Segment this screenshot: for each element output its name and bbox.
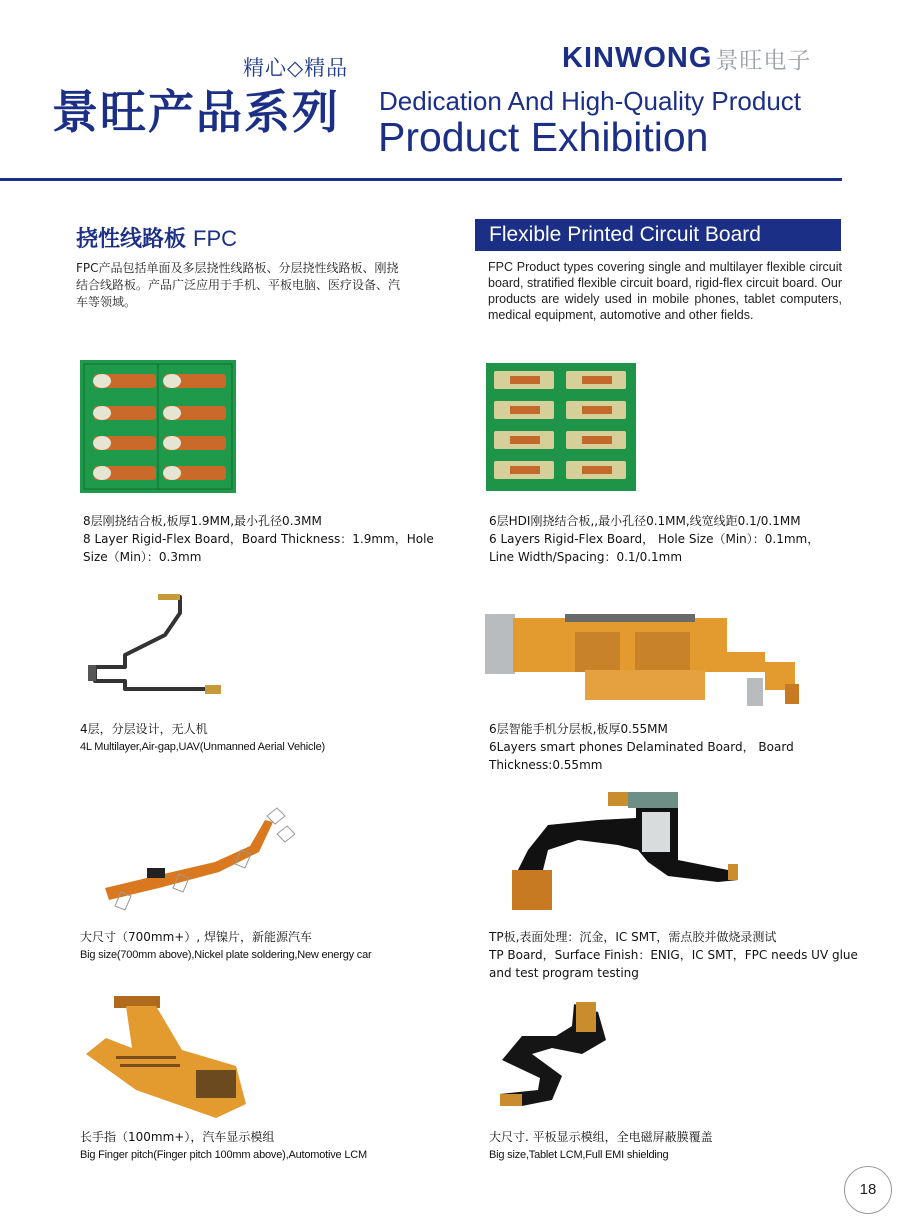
caption-en: 6 Layers Rigid-Flex Board， Hole Size（Min）：0.1mm，	[489, 532, 820, 546]
product-caption-2	[489, 512, 819, 566]
caption-en: TP Board，Surface Finish：ENIG，IC SMT，FPC needs UV glue	[489, 948, 858, 962]
caption-en: Big size(700mm above),Nickel plate soldering,New energy car	[80, 949, 372, 961]
logo-text-en: KINWONG	[562, 41, 713, 74]
product-caption-5	[80, 928, 371, 964]
caption-en: Line Width/Spacing：0.1/0.1mm	[489, 550, 683, 564]
product-image-big-size-700mm	[95, 796, 295, 918]
product-caption-6	[489, 928, 858, 982]
logo-text-cn: 景旺电子	[715, 47, 812, 74]
caption-en: and test program testing	[489, 966, 639, 980]
product-image-6-layer-hdi	[486, 363, 636, 491]
caption-cn: 8层刚挠结合板,板厚1.9MM,最小孔径0.3MM	[83, 514, 322, 528]
section-title-cn	[76, 222, 237, 253]
product-caption-1	[83, 512, 434, 566]
product-caption-8	[489, 1128, 713, 1164]
caption-cn: 4层，分层设计，无人机	[80, 722, 208, 736]
section-intro-en: FPC Product types covering single and multilayer flexible circuit board, stratified flexible circuit board, rigid-flex circuit board. Our products are widely used in mobile phones, tablet computers, medical equipment, automotive and other fields.	[488, 260, 842, 322]
company-logo	[562, 40, 811, 76]
caption-cn: 6层HDI刚挠结合板,,最小孔径0.1MM,线宽线距0.1/0.1MM	[489, 514, 801, 528]
section-title-en: Flexible Printed Circuit Board	[475, 219, 841, 251]
page-subtitle-en: Dedication And High-Quality Product	[379, 86, 802, 116]
product-image-tp-board	[488, 790, 748, 918]
caption-en: Big size,Tablet LCM,Full EMI shielding	[489, 1149, 669, 1161]
product-caption-4	[489, 720, 794, 774]
caption-en: Big Finger pitch(Finger pitch 100mm above),Automotive LCM	[80, 1149, 367, 1161]
header-divider	[0, 178, 842, 181]
product-caption-3	[80, 720, 325, 756]
product-caption-7	[80, 1128, 367, 1164]
caption-cn: 6层智能手机分层板,板厚0.55MM	[489, 722, 668, 736]
caption-en: Size（Min）：0.3mm	[83, 550, 202, 564]
page-title-cn: 景旺产品系列	[52, 85, 340, 139]
caption-cn: 长手指（100mm+），汽车显示模组	[80, 1130, 275, 1144]
caption-en: 6Layers smart phones Delaminated Board， Board	[489, 740, 794, 754]
section-title-cn-text: 挠性线路板	[76, 227, 187, 252]
caption-cn: TP板,表面处理：沉金，IC SMT，需点胶并做烧录测试	[489, 930, 777, 944]
product-image-long-finger	[86, 994, 246, 1124]
page-title-en: Product Exhibition	[378, 114, 709, 160]
caption-cn: 大尺寸（700mm+）, 焊镍片，新能源汽车	[80, 930, 312, 944]
caption-en: Thickness:0.55mm	[489, 758, 603, 772]
product-image-6-layer-smartphone	[485, 612, 803, 712]
section-intro-cn: FPC产品包括单面及多层挠性线路板、分层挠性线路板、刚挠结合线路板。产品广泛应用于手机、平板电脑、医疗设备、汽车等领域。	[76, 261, 401, 309]
page-number: 18	[844, 1166, 892, 1214]
caption-en: 4L Multilayer,Air-gap,UAV(Unmanned Aerial Vehicle)	[80, 741, 325, 753]
product-image-4l-multilayer	[80, 585, 240, 700]
caption-en: 8 Layer Rigid-Flex Board，Board Thickness：1.9mm，Hole	[83, 532, 434, 546]
product-image-8-layer-rigid-flex	[80, 360, 236, 493]
product-image-tablet-lcm	[492, 996, 618, 1118]
header-tagline: 精心◇精品	[243, 56, 349, 80]
section-title-suffix: FPC	[193, 226, 238, 251]
caption-cn: 大尺寸. 平板显示模组，全电磁屏蔽膜覆盖	[489, 1130, 713, 1144]
